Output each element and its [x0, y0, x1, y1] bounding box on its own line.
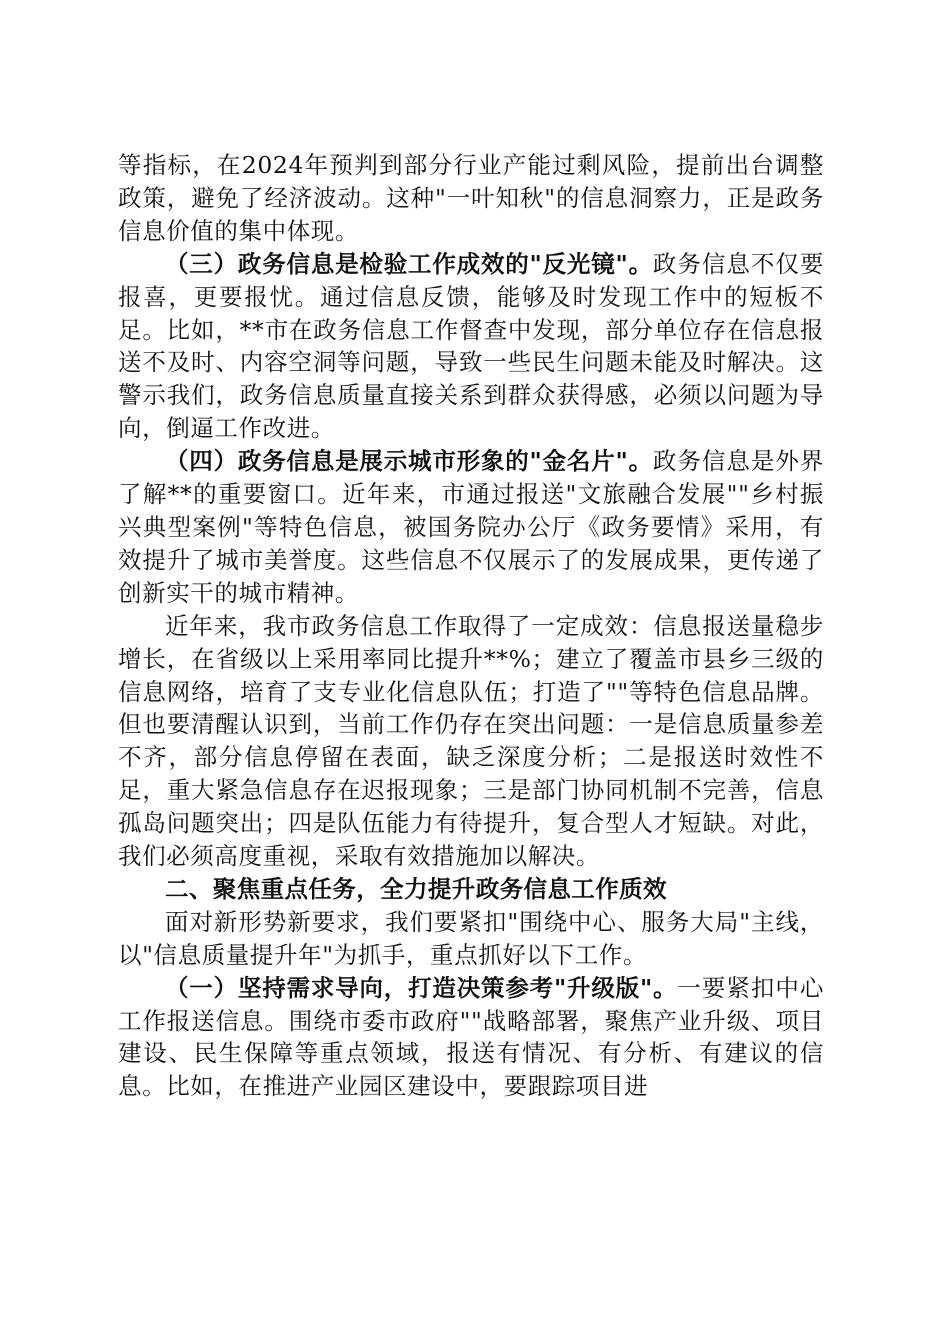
section-heading: 二、聚焦重点任务，全力提升政务信息工作质效	[165, 874, 667, 903]
paragraph-5-text: 面对新形势新要求，我们要紧扣"围绕中心、服务大局"主线，以"信息质量提升年"为抓手，重点抓好以下工作。	[118, 907, 824, 969]
paragraph-1-text: 等指标，在2024年预判到部分行业产能过剩风险，提前出台调整政策，避免了经济波动。这种"一叶知秋"的信息洞察力，正是政务信息价值的集中体现。	[118, 151, 824, 245]
paragraph-3	[118, 445, 824, 610]
paragraph-4	[118, 610, 824, 873]
paragraph-6-lead: （一）坚持需求导向，打造决策参考"升级版"。	[165, 973, 678, 1002]
paragraph-2-text: 政务信息不仅要报喜，更要报忧。通过信息反馈，能够及时发现工作中的短板不足。比如，**市在政务信息工作督查中发现，部分单位存在信息报送不及时、内容空洞等问题，导致一些民生问题未能及时解决。这警示我们，政务信息质量直接关系到群众获得感，必须以问题为导向，倒逼工作改进。	[118, 249, 824, 443]
paragraph-3-text: 政务信息是外界了解**的重要窗口。近年来，市通过报送"文旅融合发展""乡村振兴典型案例"等特色信息，被国务院办公厅《政务要情》采用，有效提升了城市美誉度。这些信息不仅展示了的发展成果，更传递了创新实干的城市精神。	[118, 447, 824, 607]
paragraph-6	[118, 972, 824, 1104]
paragraph-2-lead: （三）政务信息是检验工作成效的"反光镜"。	[165, 249, 653, 278]
paragraph-3-lead: （四）政务信息是展示城市形象的"金名片"。	[165, 447, 653, 476]
document-body	[118, 149, 824, 1103]
paragraph-4-text: 近年来，我市政务信息工作取得了一定成效：信息报送量稳步增长，在省级以上采用率同比提升**%；建立了覆盖市县乡三级的信息网络，培育了支专业化信息队伍；打造了""等特色信息品牌。但也要清醒认识到，当前工作仍存在突出问题：一是信息质量参差不齐，部分信息停留在表面，缺乏深度分析；二是报送时效性不足，重大紧急信息存在迟报现象；三是部门协同机制不完善，信息孤岛问题突出；四是队伍能力有待提升，复合型人才短缺。对此，我们必须高度重视，采取有效措施加以解决。	[118, 611, 824, 871]
paragraph-2	[118, 248, 824, 445]
paragraph-6-text: 一要紧扣中心工作报送信息。围绕市委市政府""战略部署，聚焦产业升级、项目建设、民生保障等重点领域，报送有情况、有分析、有建议的信息。比如，在推进产业园区建设中，要跟踪项目进	[118, 973, 824, 1101]
paragraph-5	[118, 906, 824, 972]
paragraph-1	[118, 149, 824, 248]
